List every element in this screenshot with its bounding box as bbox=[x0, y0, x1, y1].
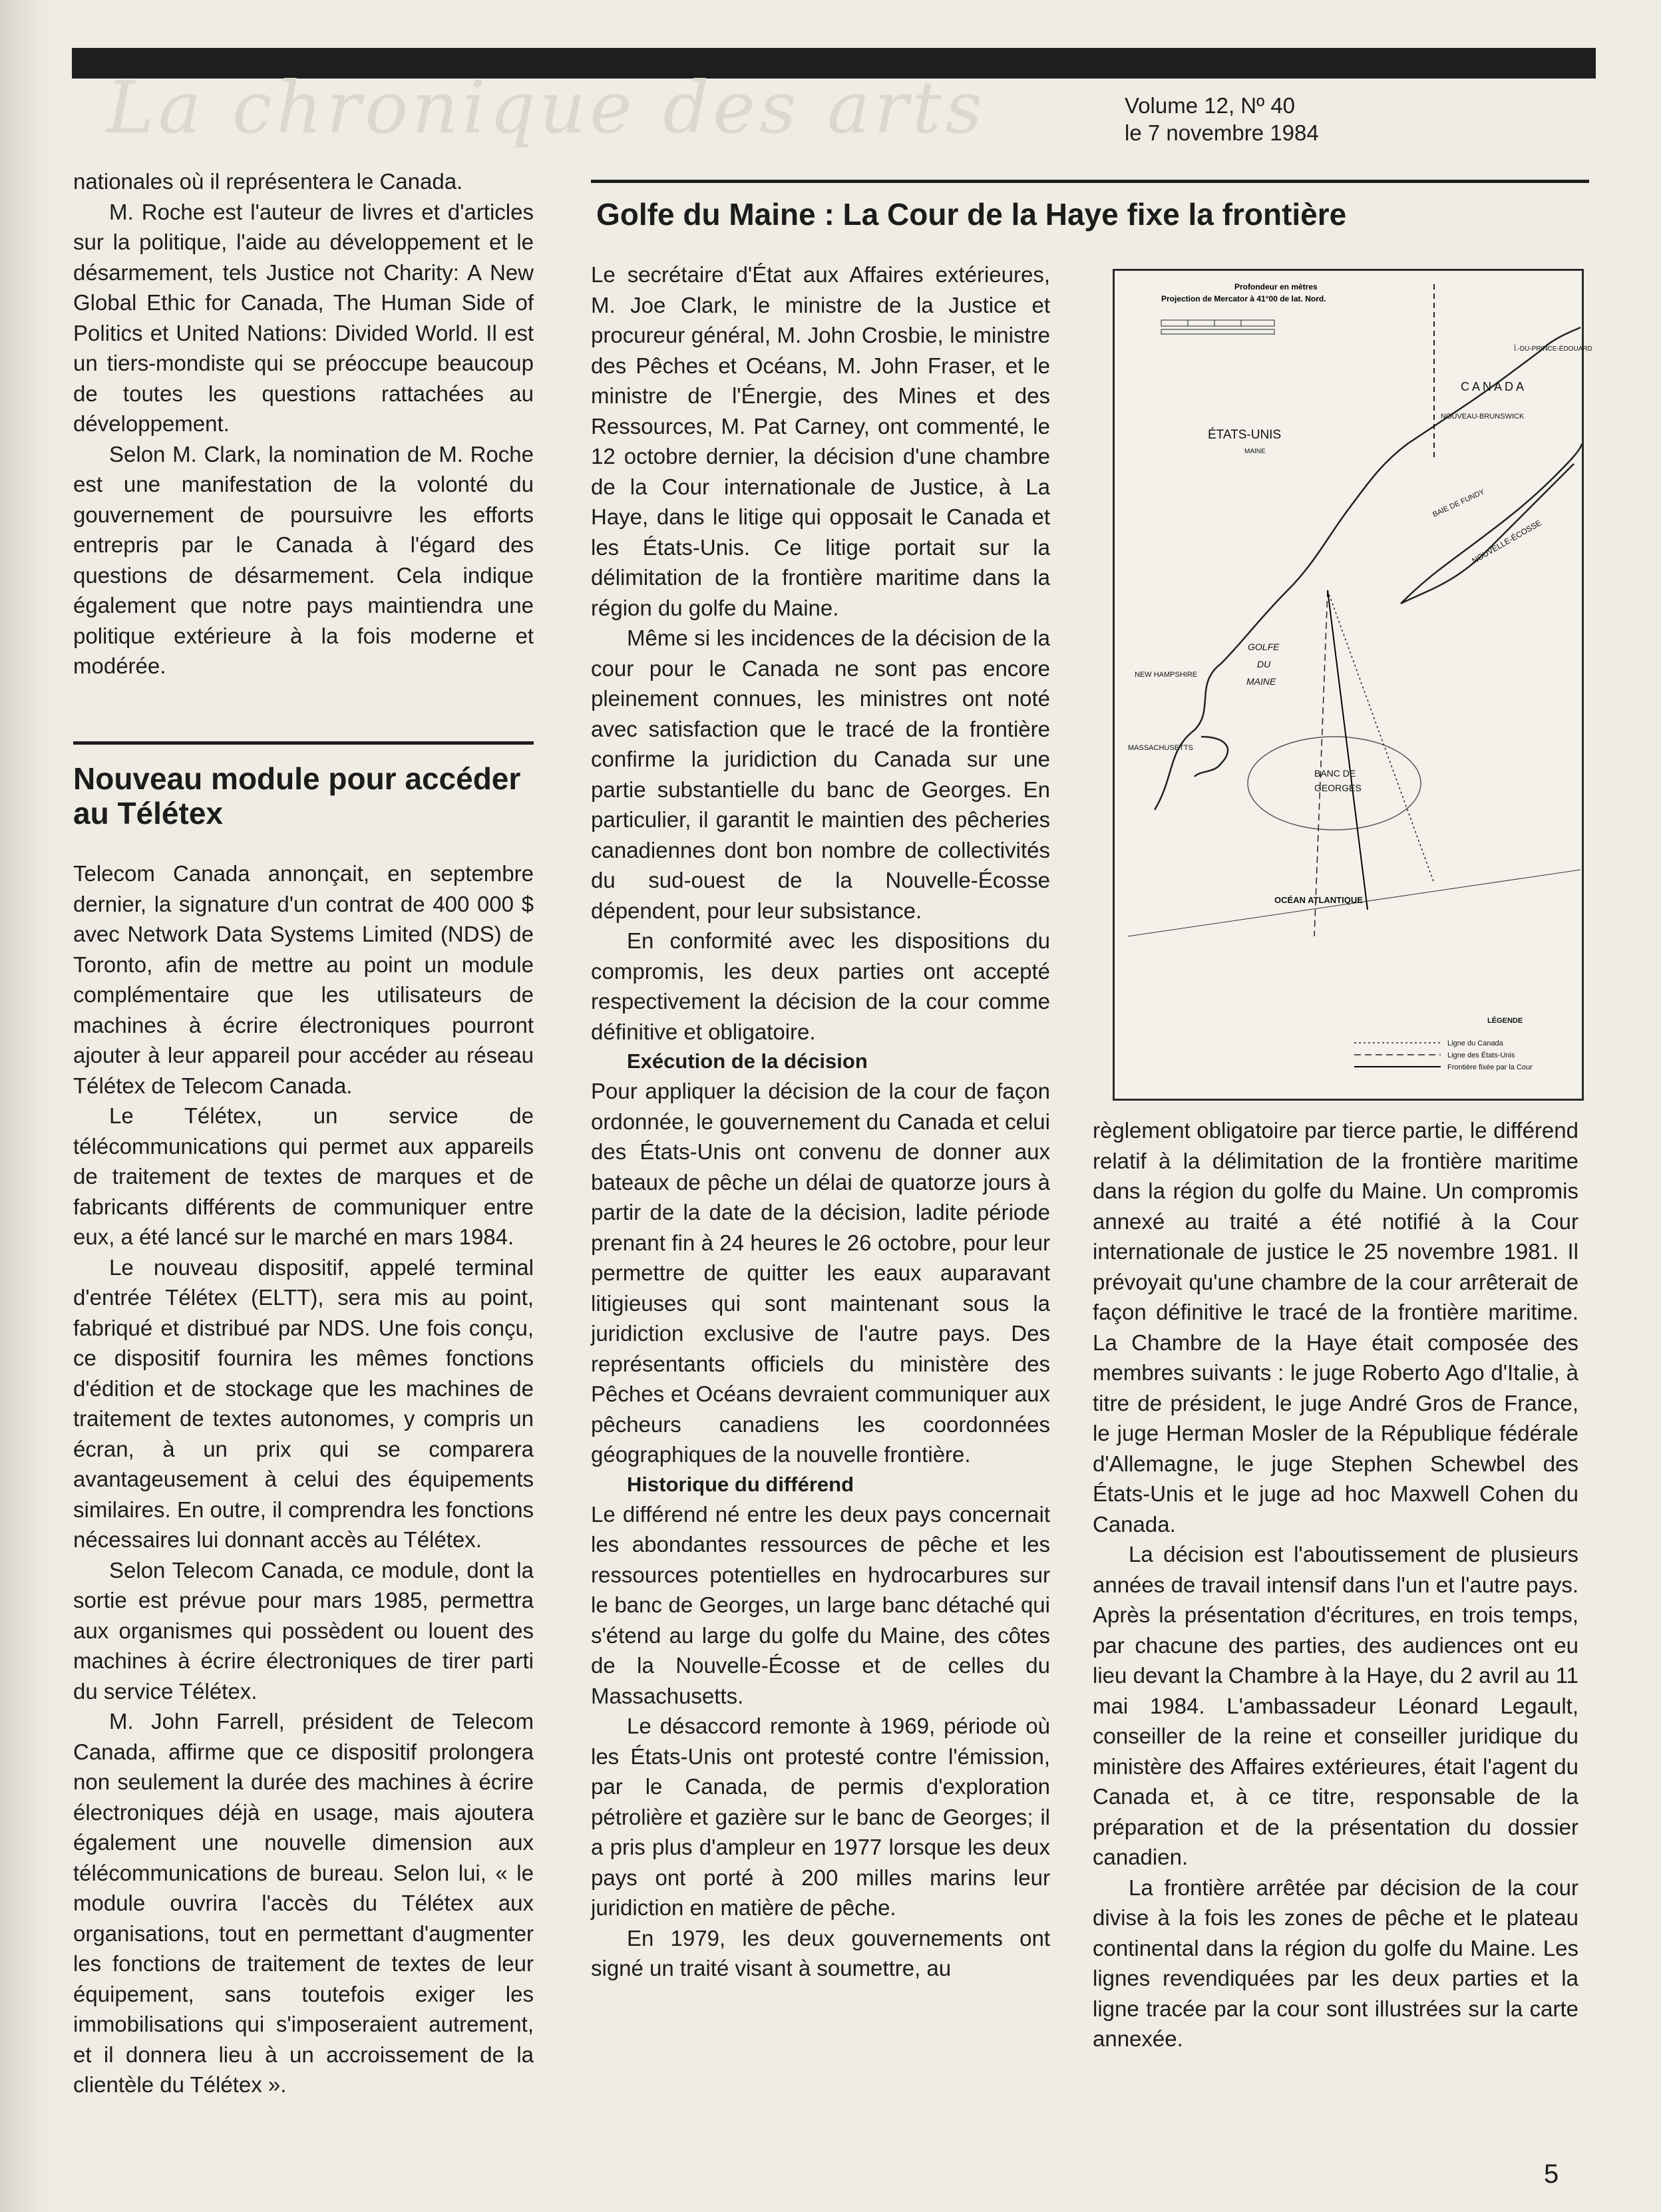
headline: Golfe du Maine : La Cour de la Haye fixe la frontière bbox=[596, 197, 1347, 232]
paragraph: En conformité avec les dispositions du compromis, les deux parties ont accepté respectivement la décision de la cour comme définitive et obligatoire. bbox=[591, 928, 1050, 1044]
page-number: 5 bbox=[1544, 2159, 1559, 2189]
us-claim-line bbox=[1314, 590, 1328, 936]
label-nb: NOUVEAU-BRUNSWICK bbox=[1441, 413, 1525, 421]
page-binding bbox=[0, 0, 64, 2212]
label-banc-2: GEORGES bbox=[1314, 783, 1362, 793]
label-maine: MAINE bbox=[1244, 448, 1266, 455]
volume-number: Volume 12, Nº 40 bbox=[1125, 93, 1296, 118]
issue-info bbox=[1125, 92, 1319, 146]
paragraph: Le nouveau dispositif, appelé terminal d'entrée Télétex (ELTT), sera mis au point, fabriqué et distribué par NDS. Une fois conçu, ce dispositif fournira les mêmes fonctions d'édition et de stockage que les machines de traitement de textes autonomes, y compris un écran, à un prix qui se comparera avantageusement à celui des équipements similaires. En outre, il comprendra les fonctions nécessaires lui donnant accès au Télétex. bbox=[73, 1254, 534, 1552]
nova-scotia-coast bbox=[1401, 444, 1582, 604]
label-baie: BAIE DE FUNDY bbox=[1431, 488, 1486, 519]
label-banc-1: BANC DE bbox=[1314, 768, 1356, 779]
paragraph: La frontière arrêtée par décision de la cour divise à la fois les zones de pêche et le plateau continental dans la région du golfe du Maine. Les lignes revendiquées par les deux parties et la ligne tracée par la cour sont illustrées sur la carte annexée. bbox=[1093, 1875, 1578, 2051]
map-header-1: Profondeur en mètres bbox=[1234, 282, 1318, 291]
label-us: ÉTATS-UNIS bbox=[1208, 428, 1282, 442]
coastline bbox=[1155, 327, 1580, 810]
paragraph: règlement obligatoire par tierce partie, le différend relatif à la délimitation de la frontière maritime dans la région du golfe du Maine. Un compromis annexé au traité a été notifié à la Cour internationale de justice le 25 novembre 1981. Il prévoyait qu'une chambre de la cour arrêterait de façon définitive le tracé de la frontière maritime. La Chambre de la Haye était composée des membres suivants : le juge Roberto Ago d'Italie, à titre de président, le juge André Gros de France, le juge Herman Mosler de la République fédérale d'Allemagne, le juge Stephen Schewbel des États-Unis et le juge ad hoc Maxwell Cohen du Canada. bbox=[1093, 1118, 1578, 1537]
article-title-golfe bbox=[596, 197, 1594, 232]
legend-title: LÉGENDE bbox=[1487, 1017, 1523, 1025]
article-teletex-body bbox=[73, 858, 534, 2100]
subheading: Historique du différend bbox=[627, 1472, 854, 1496]
paragraph: Le Télétex, un service de télécommunications qui permet aux appareils de traitement de textes de marques et de fabricants différents de communiquer entre eux, a été lancé sur le marché en mars 1984. bbox=[73, 1103, 534, 1249]
paragraph: La décision est l'aboutissement de plusieurs années de travail intensif dans l'un et l'autre pays. Après la présentation d'écritures, en trois temps, par chacune des parties, des audiences ont eu lieu devant la Chambre à la Haye, du 2 avril au 11 mai 1984. L'ambassadeur Léonard Legault, conseiller de la reine et conseiller juridique du ministère des Affaires extérieures, était l'agent du Canada et, à ce titre, responsable de la préparation et de la présentation du dossier canadien. bbox=[1093, 1542, 1578, 1869]
label-pe: Î.-DU-PRINCE-ÉDOUARD bbox=[1514, 345, 1592, 353]
article-title-teletex bbox=[73, 761, 539, 830]
paragraph: Le désaccord remonte à 1969, période où les États-Unis ont protesté contre l'émission, par le Canada, de permis d'exploration pétrolière et gazière sur le banc de Georges; il a pris plus d'ampleur en 1977 lorsque les deux pays ont porté à 200 milles marins leur juridiction en matière de pêche. bbox=[591, 1714, 1050, 1920]
paragraph: Même si les incidences de la décision de la cour pour le Canada ne sont pas encore pleinement connues, les ministres ont noté avec satisfaction que le tracé de la frontière confirme la juridiction du Canada sur une partie substantielle du banc de Georges. En particulier, il garantit le maintien des pêcheries canadiennes dont bon nombre de collectivités du sud-ouest de la Nouvelle-Écosse dépendent, pour leur subsistance. bbox=[591, 626, 1050, 923]
label-golfe: GOLFE bbox=[1248, 642, 1280, 652]
paragraph: Selon M. Clark, la nomination de M. Roche est une manifestation de la volonté du gouvernement de poursuivre les efforts entrepris par le Canada à l'égard des questions de désarmement. Cela indique également que notre pays maintiendra une politique extérieure à la fois moderne et modérée. bbox=[73, 441, 534, 678]
publication-title: La chronique des arts bbox=[106, 67, 986, 150]
column-3 bbox=[1093, 1115, 1578, 2054]
article-divider bbox=[591, 180, 1589, 183]
court-boundary-line bbox=[1328, 590, 1368, 910]
paragraph: Le secrétaire d'État aux Affaires extérieures, M. Joe Clark, le ministre de la Justice et procureur général, M. John Crosbie, le ministre des Pêches et Océans, M. John Fraser, et le ministre de l'Énergie, des Mines et des Ressources, M. Pat Carney, ont commenté, le 12 octobre dernier, la décision d'une chambre de la Cour internationale de Justice, à La Haye, dans le litige qui opposait le Canada et les États-Unis. Ce litige portait sur la délimitation de la frontière maritime dans la région du golfe du Maine. bbox=[591, 262, 1050, 620]
label-maine-gulf: MAINE bbox=[1246, 676, 1276, 687]
legend-2: Ligne des États-Unis bbox=[1447, 1051, 1515, 1059]
paragraph: M. Roche est l'auteur de livres et d'articles sur la politique, l'aide au développement et le désarmement, tels Justice not Charity: A New Global Ethic for Canada, The Human Side of Politics et United Nations: Divided World. Il est un tiers-mondiste qui se préoccupe beaucoup de toutes les questions rattachées au développement. bbox=[73, 199, 534, 436]
paragraph: Le différend né entre les deux pays concernait les abondantes ressources de pêche et les ressources potentielles en hydrocarbures sur le banc de Georges, un large banc détaché qui s'étend au large du golfe du Maine, des côtes de la Nouvelle-Écosse et de celles du Massachusetts. bbox=[591, 1501, 1050, 1708]
cape-cod bbox=[1195, 737, 1228, 777]
label-canada: CANADA bbox=[1461, 380, 1527, 393]
gulf-of-maine-map bbox=[1113, 269, 1592, 1101]
label-nh: NEW HAMPSHIRE bbox=[1135, 671, 1198, 679]
article-divider bbox=[73, 741, 534, 745]
paragraph: Telecom Canada annonçait, en septembre dernier, la signature d'un contrat de 400 000 $ avec Network Data Systems Limited (NDS) de Toronto, afin de mettre au point un module complémentaire que les utilisateurs de machines à écrire électroniques pourront ajouter à leur appareil pour accéder au réseau Télétex de Telecom Canada. bbox=[73, 861, 534, 1098]
paragraph: M. John Farrell, président de Telecom Canada, affirme que ce dispositif prolongera non seulement la durée des machines à écrire électroniques déjà en usage, mais ajoutera également une nouvelle dimension aux télécommunications de bureau. Selon lui, « le module ouvrira l'accès du Télétex aux organisations, tout en permettant d'augmenter les fonctions de traitement de textes de leur équipement, sans toutefois exiger les immobilisations qui s'imposeraient autrement, et il donnera lieu à un accroissement de la clientèle du Télétex ». bbox=[73, 1709, 534, 2097]
label-mass: MASSACHUSETTS bbox=[1128, 744, 1193, 752]
map-drawing bbox=[1115, 271, 1592, 1099]
legend-1: Ligne du Canada bbox=[1447, 1039, 1503, 1047]
paragraph: Pour appliquer la décision de la cour de façon ordonnée, le gouvernement du Canada et celui des États-Unis ont convenu de donner aux bateaux de pêche un délai de quatorze jours à partir de la date de la décision, ladite période prenant fin à 24 heures le 26 octobre, pour leur permettre de quitter les eaux auparavant litigieuses qui sont maintenant sous la juridiction exclusive de l'autre pays. Des représentants officiels du ministère des Pêches et Océans devraient communiquer aux pêcheurs canadiens les coordonnées géographiques de la nouvelle frontière. bbox=[591, 1079, 1050, 1467]
headline: Nouveau module pour accéder au Télétex bbox=[73, 761, 521, 830]
label-du: DU bbox=[1257, 659, 1271, 669]
paragraph: Selon Telecom Canada, ce module, dont la sortie est prévue pour mars 1985, permettra aux organismes qui possèdent ou louent des machines à écrire électroniques de tirer parti du service Télétex. bbox=[73, 1557, 534, 1704]
subheading: Exécution de la décision bbox=[627, 1049, 868, 1073]
column-1 bbox=[73, 166, 534, 681]
bleed-through-text bbox=[1590, 193, 1657, 2123]
label-ocean: OCÉAN ATLANTIQUE bbox=[1274, 895, 1363, 905]
legend-3: Frontière fixée par la Cour bbox=[1447, 1063, 1533, 1071]
map-header-2: Projection de Mercator à 41°00 de lat. Nord. bbox=[1161, 294, 1326, 303]
label-ne: NOUVELLE-ÉCOSSE bbox=[1470, 518, 1543, 566]
paragraph: nationales où il représentera le Canada. bbox=[73, 169, 463, 194]
paragraph: En 1979, les deux gouvernements ont signé un traité visant à soumettre, au bbox=[591, 1925, 1050, 1980]
column-2 bbox=[591, 260, 1050, 1984]
scale-bar bbox=[1161, 320, 1274, 334]
issue-date: le 7 novembre 1984 bbox=[1125, 120, 1319, 145]
